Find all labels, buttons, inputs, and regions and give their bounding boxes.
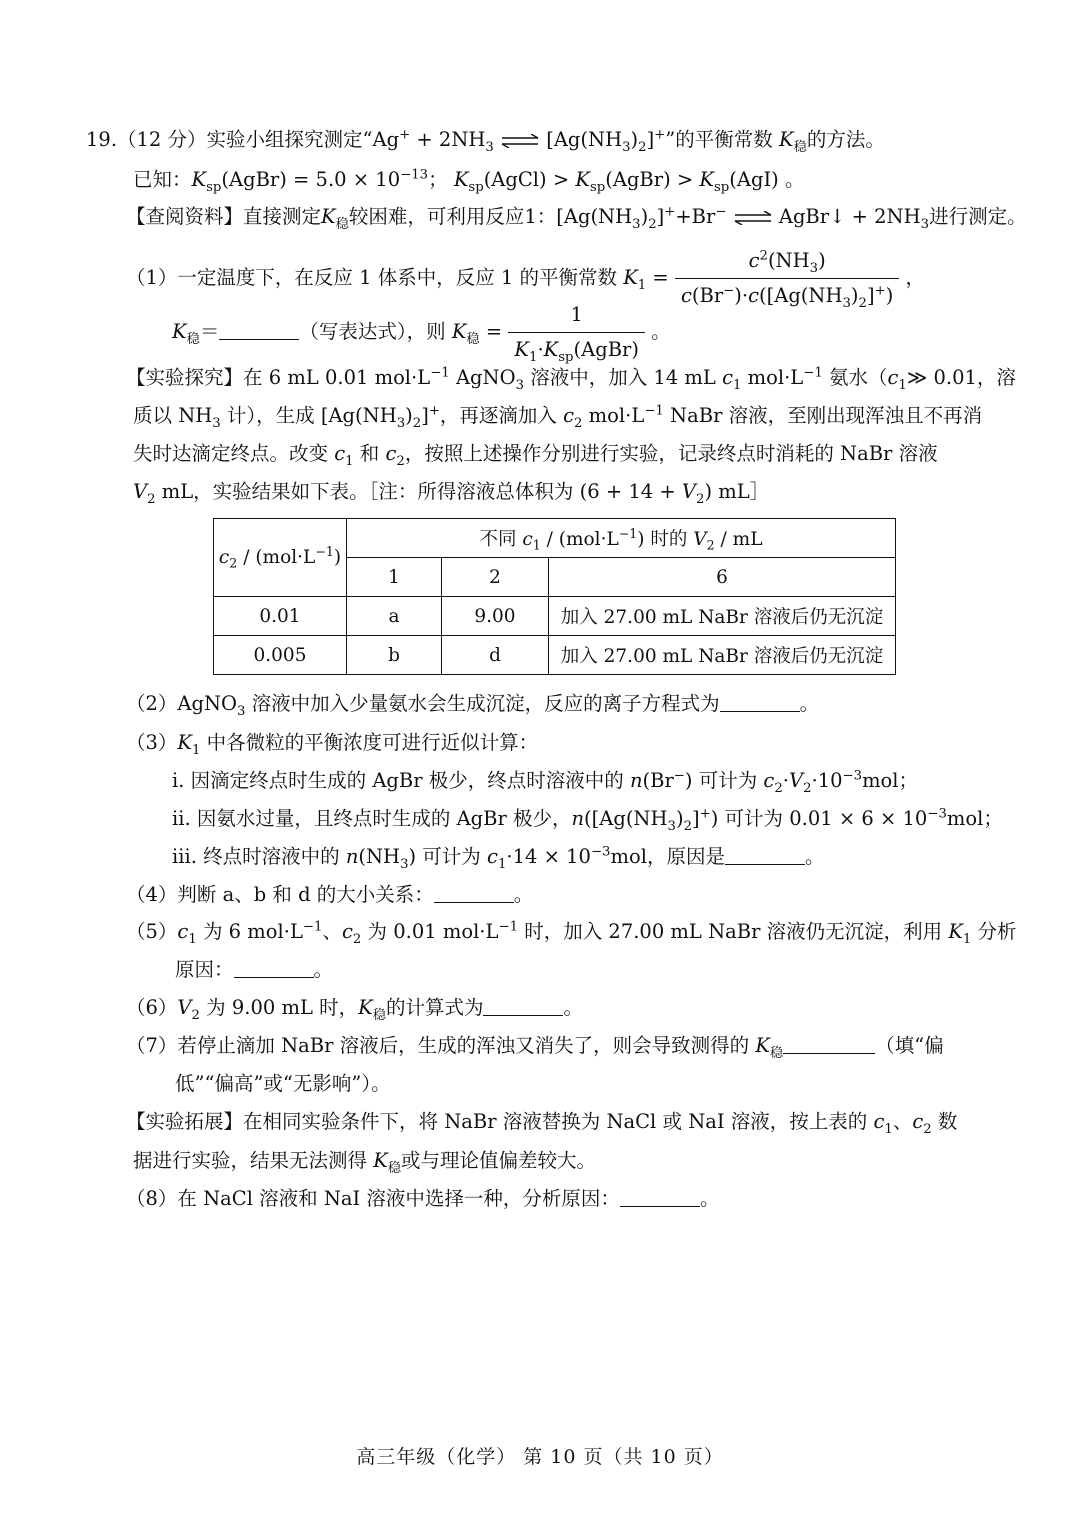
- explore-line3: 失时达滴定终点。改变 $c_1$ 和 $c_2$，按照上述操作分别进行实验，记录终点时消耗的 NaBr 溶液: [133, 442, 938, 469]
- extend-line1: 【实验拓展】在相同实验条件下，将 NaBr 溶液替换为 NaCl 或 NaI 溶液，按上表的 $c_1$、$c_2$ 数: [126, 1110, 958, 1137]
- part7-line1: （7）若停止滴加 NaBr 溶液后，生成的浑浊又消失了，则会导致测得的 $K_稳$ （填“偏: [126, 1034, 944, 1061]
- part3-i: i. 因滴定终点时生成的 AgBr 极少，终点时溶液中的 n(Br−) 可计为 $c_2\cdot V_2\cdot 10^{-3}mol$；: [172, 768, 919, 796]
- part1-line1: （1）一定温度下，在反应 1 体系中，反应 1 的平衡常数 $K_1$ = $\frac{c^2(NH_3)}{c(Br^-)\cdot c([Ag(NH_3)_2]^+)}$ ，: [126, 248, 926, 311]
- part8: （8）在 NaCl 溶液和 NaI 溶液中选择一种，分析原因： 。: [126, 1187, 720, 1210]
- part5-line1: $(5)c_1$ 为 6 $mol\cdot L^{-1}$、$c_2$ 为 0.01 $mol\cdot L^{-1}$ 时，加入 27.00 mL NaBr 溶液仍无沉淀，利用 $K_1$ 分析: [126, 919, 1017, 947]
- explore-line2: 质以 $NH_3$ 计），生成 $[Ag(NH_3)_2]^+$，再逐滴加入 $c_2$ $mol\cdot L^{-1}$ NaBr 溶液，至刚出现浑浊且不再消: [133, 403, 983, 431]
- part1-line2: $K_稳=$ （写表达式），则 $K_稳$ = $\frac{1}{K_1\cdot K_{sp}(AgBr)}$ 。: [172, 303, 671, 365]
- results-table: [213, 518, 896, 675]
- extend-line2: 据进行实验，结果无法测得 $K_稳$或与理论值偏差较大。: [133, 1149, 597, 1176]
- explore-line4: $V_2$ mL，实验结果如下表。［注：所得溶液总体积为 $(6 + 14 + V_2)$ mL］: [133, 480, 770, 507]
- column-header: 不同 $c_1 / (mol\cdot L^{-1})$ 时的 $V_2$ / mL: [347, 519, 896, 558]
- answer-blank-4[interactable]: [434, 884, 514, 903]
- part5-line2: 原因： 。: [175, 958, 334, 981]
- answer-blank-2[interactable]: [720, 693, 800, 712]
- table-row: 0.01 a 9.00 加入 27.00 mL NaBr 溶液后仍无沉淀: [214, 597, 896, 636]
- part2: （2）AgNO$_3$ 溶液中加入少量氨水会生成沉淀，反应的离子方程式为 。: [126, 692, 820, 719]
- subcol-6: 6: [549, 558, 896, 597]
- part3-iii: iii. 终点时溶液中的 $n(NH_3)$ 可计为 $c_1\cdot 14 \times 10^{-3}mol$，原因是 。: [172, 844, 825, 872]
- subcol-1: 1: [347, 558, 442, 597]
- answer-blank-8[interactable]: [620, 1188, 700, 1207]
- question-19-header: 19.（12 分）实验小组探究测定“$Ag^+ + 2NH_3$ $[Ag(NH_3)_2]^+$”的平衡常数 $K_稳$的方法。: [86, 127, 885, 155]
- part4: （4）判断 a、b 和 d 的大小关系： 。: [126, 883, 534, 906]
- part7-line2: 低”“偏高”或“无影响”）。: [175, 1072, 391, 1095]
- k1-fraction: $\frac{c^2(NH_3)}{c(Br^-)\cdot c([Ag(NH_3)_2]^+)}$: [675, 248, 899, 309]
- known-conditions: 已知：$K_{sp}(AgBr) = 5.0 \times 10^{-13}$； $K_{sp}(AgCl)$ > $K_{sp}(AgBr) > K_{sp}(AgI)$ 。: [133, 167, 805, 195]
- explore-line1: 【实验探究】在 6 mL 0.01 $mol\cdot L^{-1}$ AgNO$_3$ 溶液中，加入 14 mL $c_1$ $mol\cdot L^{-1}$ 氨水（$c_1≫$ 0.01，溶: [126, 365, 1016, 393]
- answer-blank-3[interactable]: [725, 846, 805, 865]
- page-footer: 高三年级（化学） 第 10 页（共 10 页）: [356, 1446, 724, 1468]
- part3-head: $(3)K_1$ 中各微粒的平衡浓度可进行近似计算：: [126, 731, 539, 758]
- answer-blank-1[interactable]: [219, 321, 299, 340]
- equilibrium-arrow-icon: [500, 134, 540, 148]
- lookup-section: 【查阅资料】直接测定$K_稳$较困难，可利用反应1：$[Ag(NH_3)_2]^++Br^-$ AgBr↓ + $2NH_3$进行测定。: [126, 204, 1027, 232]
- answer-blank-7[interactable]: [783, 1035, 875, 1054]
- kstable-fraction: $\frac{1}{K_1\cdot K_{sp}(AgBr)}$: [508, 302, 645, 363]
- subcol-2: 2: [442, 558, 549, 597]
- answer-blank-6[interactable]: [483, 997, 563, 1016]
- table-row: 0.005 b d 加入 27.00 mL NaBr 溶液后仍无沉淀: [214, 636, 896, 675]
- part3-ii: ii. 因氨水过量，且终点时生成的 AgBr 极少，$n([Ag(NH_3)_2]^+)$ 可计为 $0.01 \times 6 \times 10^{-3}mol$；: [172, 806, 1003, 834]
- row-header-c2: $c_2 / (mol\cdot L^{-1})$: [214, 519, 347, 597]
- answer-blank-5[interactable]: [234, 959, 314, 978]
- equilibrium-arrow-icon: [733, 211, 773, 225]
- part6: $(6)V_2$ 为 9.00 mL 时，$K_稳$的计算式为 。: [126, 996, 583, 1023]
